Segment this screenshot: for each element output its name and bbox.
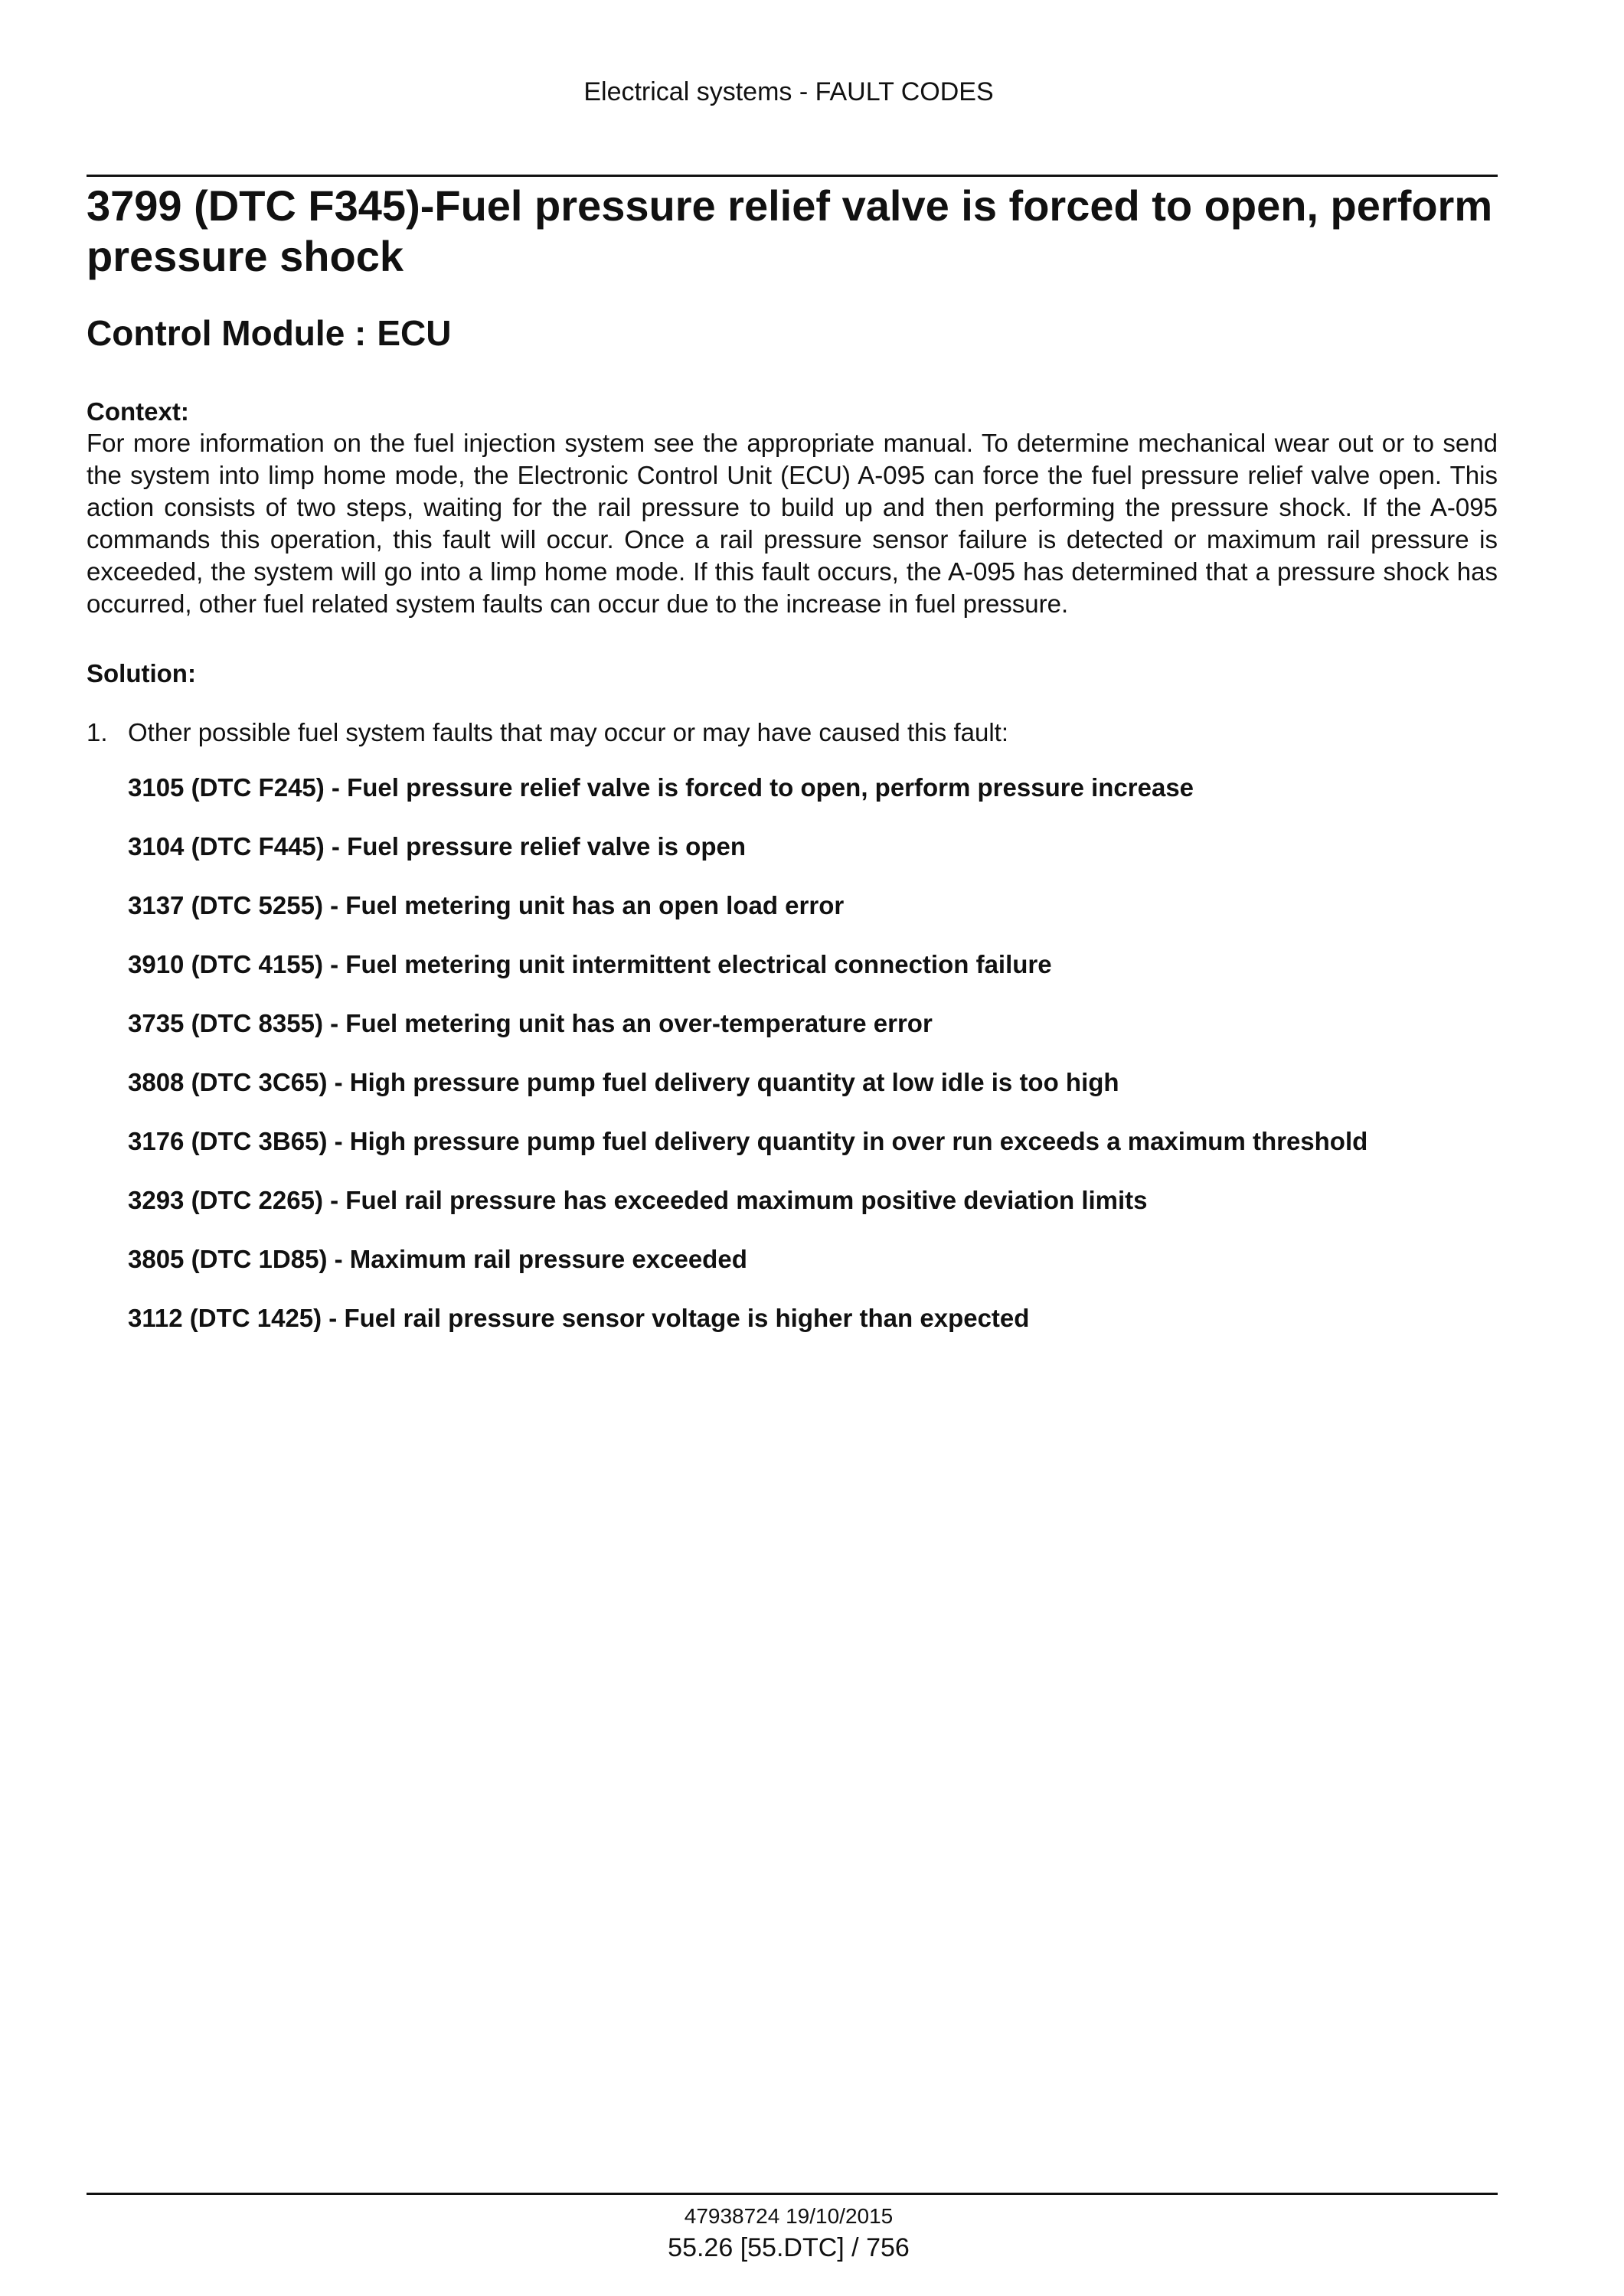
- step-text: Other possible fuel system faults that may occur or may have caused this fault:: [128, 718, 1009, 746]
- page-content: [87, 181, 1498, 1361]
- running-header: Electrical systems - FAULT CODES: [583, 77, 994, 106]
- context-paragraph: For more information on the fuel injection system see the appropriate manual. To determine mechanical wear out or to send the system into limp home mode, the Electronic Control Unit (ECU) A-095 can force the fuel pressure relief valve open. This action consists of two steps, waiting for the rail pressure to build up and then performing the pressure shock. If the A-095 commands this operation, this fault will occur. Once a rail pressure sensor failure is detected or maximum rail pressure is exceeded, the system will go into a limp home mode. If this fault occurs, the A-095 has determined that a pressure shock has occurred, other fuel related system faults can occur due to the increase in fuel pressure.: [87, 429, 1498, 618]
- step-number: 1.: [87, 718, 108, 746]
- solution-step: [87, 717, 1498, 749]
- context-heading: Context:: [87, 397, 189, 426]
- solution-heading: Solution:: [87, 659, 196, 687]
- related-fault-item: 3137 (DTC 5255) - Fuel metering unit has an open load error: [128, 891, 845, 919]
- header-rule: [87, 175, 1498, 177]
- control-module-label: Control Module :: [87, 313, 367, 353]
- related-fault-item: 3105 (DTC F245) - Fuel pressure relief valve is forced to open, perform pressure increase: [128, 773, 1194, 802]
- related-fault-item: 3910 (DTC 4155) - Fuel metering unit intermittent electrical connection failure: [128, 950, 1052, 978]
- footer-doc-id: 47938724 19/10/2015: [684, 2204, 894, 2228]
- related-faults-list: [128, 772, 1498, 1334]
- related-fault-item: 3293 (DTC 2265) - Fuel rail pressure has exceeded maximum positive deviation limits: [128, 1186, 1148, 1214]
- related-fault-item: 3735 (DTC 8355) - Fuel metering unit has an over-temperature error: [128, 1009, 933, 1037]
- related-fault-item: 3104 (DTC F445) - Fuel pressure relief valve is open: [128, 832, 746, 861]
- related-fault-item: 3805 (DTC 1D85) - Maximum rail pressure exceeded: [128, 1245, 747, 1273]
- related-fault-item: 3808 (DTC 3C65) - High pressure pump fuel delivery quantity at low idle is too high: [128, 1068, 1119, 1096]
- control-module: [87, 312, 1498, 354]
- footer-rule: [87, 2193, 1498, 2195]
- related-fault-item: 3176 (DTC 3B65) - High pressure pump fuel delivery quantity in over run exceeds a maximum threshold: [128, 1127, 1368, 1155]
- related-fault-item: 3112 (DTC 1425) - Fuel rail pressure sensor voltage is higher than expected: [128, 1304, 1030, 1332]
- page-title: 3799 (DTC F345)-Fuel pressure relief valve is forced to open, perform pressure shock: [87, 181, 1493, 280]
- control-module-value: ECU: [377, 313, 452, 353]
- footer-page-ref: 55.26 [55.DTC] / 756: [668, 2233, 910, 2262]
